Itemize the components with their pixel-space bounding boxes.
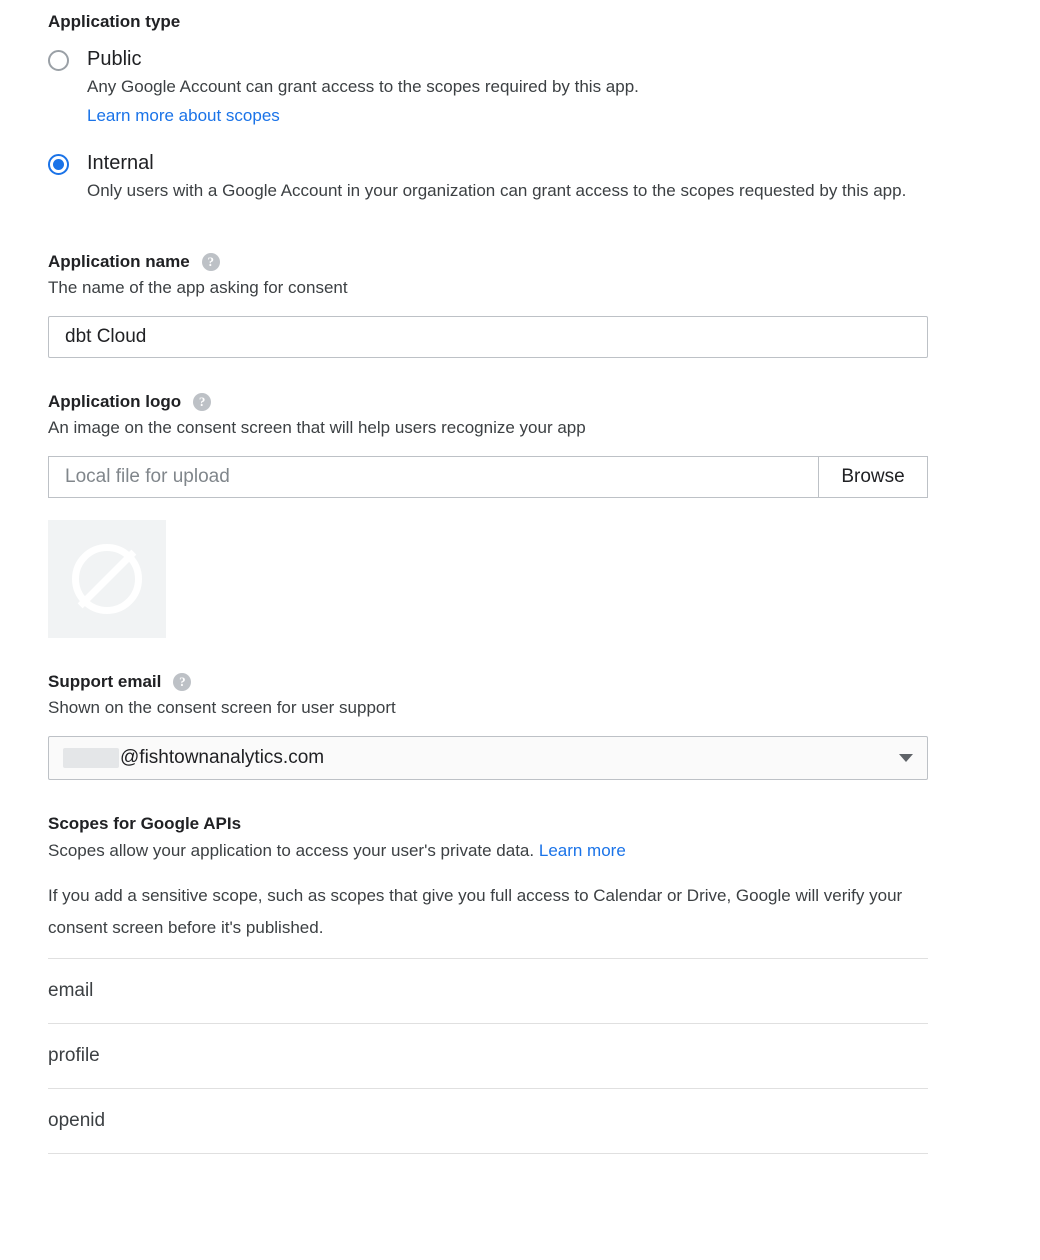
radio-description-internal: Only users with a Google Account in your organization can grant access to the scopes requested by this app. <box>87 181 907 200</box>
support-email-label: Support email <box>48 672 162 691</box>
scope-name: profile <box>48 1024 928 1089</box>
radio-description-public: Any Google Account can grant access to the scopes required by this app. <box>87 77 639 96</box>
help-icon-application-logo[interactable]: ? <box>193 393 211 411</box>
scopes-learn-more-link[interactable]: Learn more <box>538 841 626 860</box>
browse-button[interactable]: Browse <box>818 456 928 498</box>
table-row[interactable] <box>48 1024 928 1089</box>
application-name-input[interactable] <box>48 316 928 358</box>
redacted-email-prefix <box>63 748 119 768</box>
application-name-label: Application name <box>48 252 190 271</box>
application-logo-label: Application logo <box>48 392 182 411</box>
application-type-title: Application type <box>48 12 181 31</box>
scopes-block <box>48 814 992 1154</box>
table-row[interactable] <box>48 1089 928 1154</box>
radio-option-public[interactable] <box>48 46 992 130</box>
scope-name: email <box>48 959 928 1024</box>
no-image-icon <box>72 544 142 614</box>
support-email-sub: Shown on the consent screen for user support <box>48 698 396 717</box>
application-name-field-block <box>48 252 992 358</box>
radio-label-internal: Internal <box>87 152 154 174</box>
support-email-value: @fishtownanalytics.com <box>120 747 325 768</box>
radio-option-internal[interactable] <box>48 150 992 206</box>
radio-label-public: Public <box>87 48 142 70</box>
scopes-note: If you add a sensitive scope, such as scopes that give you full access to Calendar or Drive, Google will verify your consent screen before it's published. <box>48 886 903 937</box>
application-type-radio-group <box>48 46 992 206</box>
chevron-down-icon[interactable] <box>899 754 913 762</box>
support-email-select[interactable] <box>48 736 928 780</box>
scopes-description: Scopes allow your application to access your user's private data. <box>48 841 535 860</box>
radio-icon-public[interactable] <box>48 50 69 71</box>
application-logo-sub: An image on the consent screen that will help users recognize your app <box>48 418 586 437</box>
application-name-sub: The name of the app asking for consent <box>48 278 348 297</box>
scopes-table <box>48 958 928 1154</box>
table-row[interactable] <box>48 959 928 1024</box>
scopes-title: Scopes for Google APIs <box>48 814 242 833</box>
learn-more-about-scopes-link[interactable]: Learn more about scopes <box>87 106 280 125</box>
help-icon-application-name[interactable]: ? <box>202 253 220 271</box>
logo-upload-row <box>48 456 928 498</box>
scope-name: openid <box>48 1089 928 1154</box>
radio-icon-internal[interactable] <box>48 154 69 175</box>
support-email-field-block <box>48 672 992 780</box>
logo-preview-thumbnail <box>48 520 166 638</box>
logo-upload-input[interactable]: Local file for upload <box>48 456 818 498</box>
help-icon-support-email[interactable]: ? <box>173 673 191 691</box>
application-logo-field-block <box>48 392 992 638</box>
